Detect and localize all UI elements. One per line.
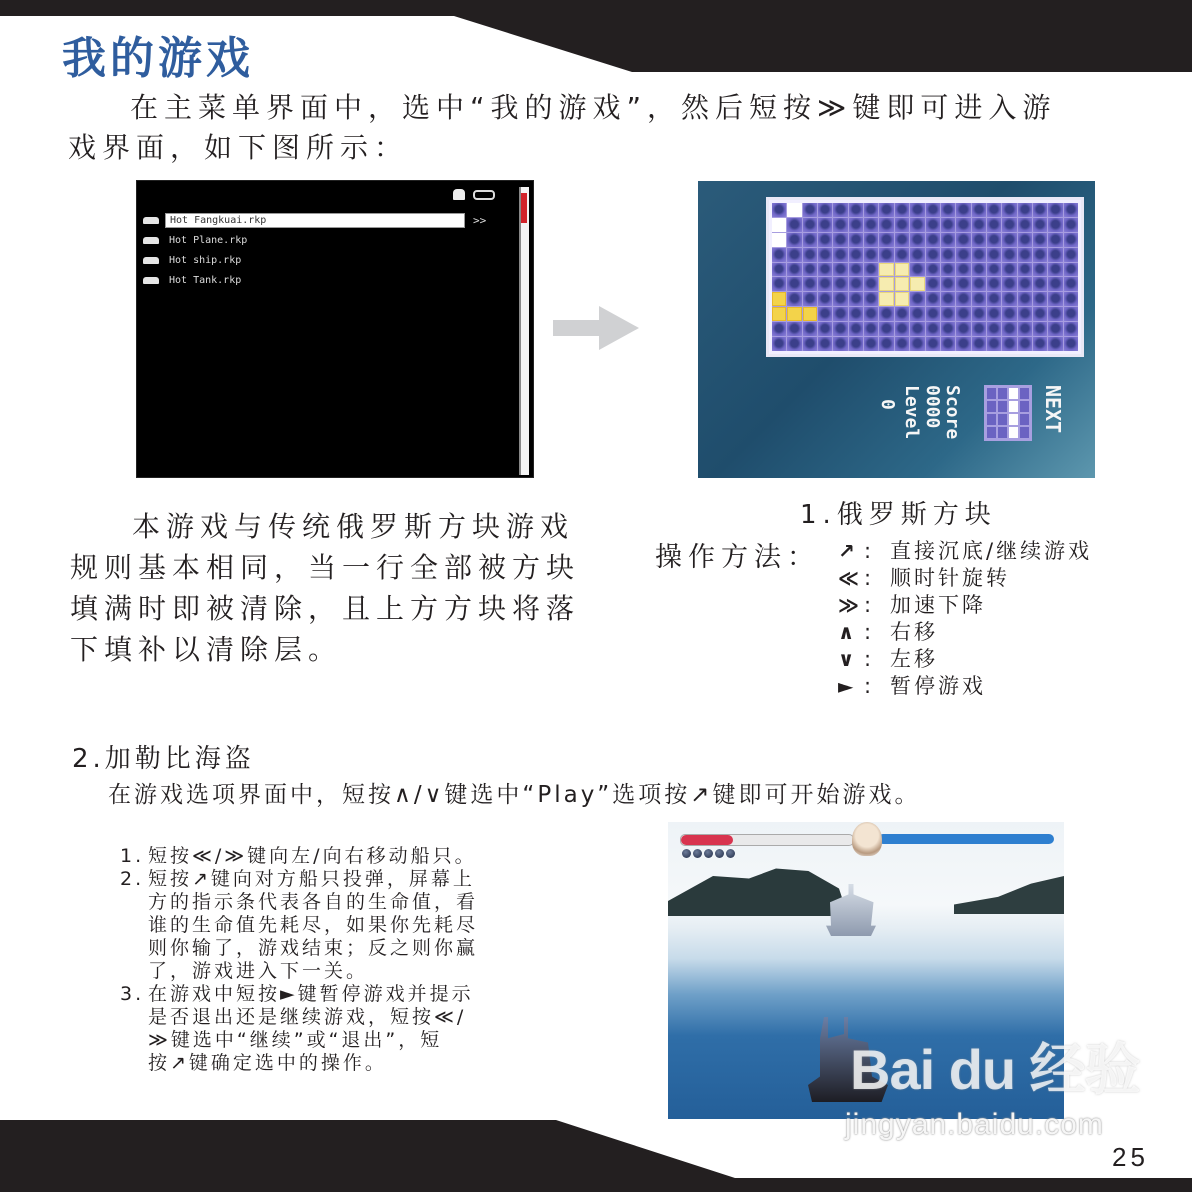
tetris-cell [956, 248, 970, 262]
tetris-cell [941, 307, 955, 321]
tetris-cell [803, 233, 817, 247]
desc-line: 下填补以清除层。 [70, 633, 343, 666]
tetris-cell [926, 277, 940, 291]
tetris-cell [1018, 307, 1032, 321]
step-item [120, 983, 560, 1075]
tetris-cell [849, 248, 863, 262]
cannonball-icon [693, 849, 702, 858]
control-item: ∨ : 左移 [838, 647, 938, 671]
control-action: 暂停游戏 [890, 674, 986, 698]
tetris-cell [941, 322, 955, 336]
tetris-cell [895, 277, 909, 291]
baidu-watermark: Bai du 经验 [850, 1038, 1140, 1101]
tetris-cell [1064, 337, 1078, 351]
tetris-cell [772, 203, 786, 217]
tetris-cell [1048, 233, 1062, 247]
cannonball-icon [726, 849, 735, 858]
enter-indicator: >> [473, 214, 487, 227]
controls-list [838, 538, 1092, 700]
tetris-screenshot [698, 181, 1095, 478]
tetris-cell [1064, 233, 1078, 247]
tetris-cell [818, 233, 832, 247]
tetris-cell [879, 307, 893, 321]
control-item: ≪ : 顺时针旋转 [838, 566, 1010, 590]
tetris-cell [803, 203, 817, 217]
control-action: 加速下降 [890, 593, 986, 617]
control-item: ∧ : 右移 [838, 620, 938, 644]
tetris-cell [1048, 277, 1062, 291]
step-line: 谁的生命值先耗尽，如果你先耗尽 [148, 914, 479, 936]
tetris-cell [1018, 248, 1032, 262]
tetris-cell [787, 203, 801, 217]
gamepad-icon [143, 257, 159, 264]
watermark-url: jingyan.baidu.com [845, 1108, 1104, 1141]
step-line: 是否退出还是继续游戏，短按≪/ [148, 1006, 467, 1028]
tetris-cell [910, 292, 924, 306]
tetris-cell [849, 307, 863, 321]
tetris-cell [803, 263, 817, 277]
tetris-cell [956, 263, 970, 277]
tetris-cell [787, 233, 801, 247]
tetris-cell [926, 233, 940, 247]
tetris-cell [879, 218, 893, 232]
tetris-cell [1018, 277, 1032, 291]
caret-down-icon: ∨ [838, 647, 855, 671]
tetris-cell [787, 292, 801, 306]
page-number: 25 [1112, 1142, 1149, 1172]
control-item: ► : 暂停游戏 [838, 674, 986, 698]
tetris-cell [1048, 322, 1062, 336]
tetris-cell [1033, 248, 1047, 262]
next-piece-preview [984, 385, 1032, 441]
gamepad-icon [143, 277, 159, 284]
tetris-cell [941, 277, 955, 291]
tetris-cell [1018, 203, 1032, 217]
tetris-cell [1018, 218, 1032, 232]
tetris-cell [910, 307, 924, 321]
tetris-cell [972, 307, 986, 321]
tetris-cell [895, 337, 909, 351]
tetris-cell [972, 277, 986, 291]
step-number: 3. [120, 983, 145, 1005]
game-list-screenshot [136, 180, 534, 478]
tetris-cell [772, 263, 786, 277]
step-line: 在游戏中短按►键暂停游戏并提示 [148, 983, 474, 1005]
tetris-cell [1048, 292, 1062, 306]
desc-line: 本游戏与传统俄罗斯方块游戏 [132, 510, 575, 543]
tetris-cell [941, 263, 955, 277]
tetris-cell [1033, 277, 1047, 291]
tetris-cell [941, 218, 955, 232]
tetris-cell [956, 277, 970, 291]
tetris-cell [833, 203, 847, 217]
tetris-cell [910, 322, 924, 336]
tetris-cell [895, 292, 909, 306]
tetris-cell [987, 307, 1001, 321]
tetris-cell [1002, 203, 1016, 217]
tetris-cell [787, 248, 801, 262]
tetris-cell [910, 248, 924, 262]
tetris-cell [1048, 337, 1062, 351]
tetris-cell [818, 337, 832, 351]
tetris-cell [833, 292, 847, 306]
tetris-cell [772, 337, 786, 351]
enemy-health-bar [878, 834, 1054, 844]
tetris-cell [849, 233, 863, 247]
tetris-cell [772, 218, 786, 232]
right-arrow-icon [553, 306, 639, 350]
tetris-cell [895, 248, 909, 262]
tetris-cell [833, 337, 847, 351]
curved-arrow-icon: ↗ [838, 539, 855, 563]
tetris-cell [787, 218, 801, 232]
tetris-cell [1002, 322, 1016, 336]
tetris-cell [803, 337, 817, 351]
tetris-cell [1002, 248, 1016, 262]
tetris-cell [803, 307, 817, 321]
tetris-cell [803, 248, 817, 262]
tetris-cell [787, 277, 801, 291]
tetris-cell [1064, 203, 1078, 217]
tetris-cell [910, 233, 924, 247]
tetris-cell [803, 292, 817, 306]
tetris-cell [803, 322, 817, 336]
tetris-cell [1002, 307, 1016, 321]
game-list-item[interactable] [143, 251, 245, 270]
tetris-cell [910, 263, 924, 277]
cannonball-icon [682, 849, 691, 858]
desc-line: 规则基本相同，当一行全部被方块 [70, 551, 581, 584]
tetris-cell [895, 307, 909, 321]
tetris-cell [864, 263, 878, 277]
tetris-cell [1018, 337, 1032, 351]
tetris-cell [833, 248, 847, 262]
tetris-cell [926, 263, 940, 277]
tetris-cell [833, 307, 847, 321]
tetris-cell [895, 322, 909, 336]
desc-line: 填满时即被清除，且上方方块将落 [70, 592, 581, 625]
level-value: 0 [877, 399, 898, 410]
tetris-cell [849, 203, 863, 217]
tetris-cell [941, 337, 955, 351]
tetris-cell [910, 203, 924, 217]
tetris-cell [1002, 337, 1016, 351]
tetris-cell [833, 263, 847, 277]
tetris-cell [926, 218, 940, 232]
tetris-cell [772, 277, 786, 291]
tetris-description [70, 506, 610, 670]
tetris-cell [941, 233, 955, 247]
tetris-cell [895, 263, 909, 277]
step-line: 按↗键确定选中的操作。 [148, 1052, 387, 1074]
tetris-cell [1002, 292, 1016, 306]
tetris-cell [864, 277, 878, 291]
tetris-cell [972, 218, 986, 232]
tetris-cell [895, 218, 909, 232]
step-number: 1. [120, 845, 145, 867]
tetris-cell [1002, 263, 1016, 277]
player-health-bar [680, 834, 854, 846]
game-item-label: Hot Fangkuai.rkp [165, 213, 465, 228]
tetris-cell [803, 218, 817, 232]
tetris-cell [1064, 263, 1078, 277]
tetris-cell [864, 307, 878, 321]
tetris-cell [818, 277, 832, 291]
pirate-section-description: 在游戏选项界面中，短按∧/∨键选中“Play”选项按↗键即可开始游戏。 [108, 782, 921, 808]
game-item-label: Hot Tank.rkp [169, 275, 242, 286]
tetris-cell [849, 292, 863, 306]
tetris-cell [787, 322, 801, 336]
double-left-icon: ≪ [838, 566, 859, 590]
control-item: ↗ : 直接沉底/继续游戏 [838, 539, 1093, 563]
tetris-cell [833, 233, 847, 247]
tetris-cell [787, 263, 801, 277]
score-value: 0000 [922, 385, 943, 429]
game-list-item[interactable] [143, 271, 245, 290]
tetris-cell [956, 322, 970, 336]
lock-icon [453, 189, 465, 200]
tetris-cell [849, 322, 863, 336]
scrollbar-thumb[interactable] [521, 193, 527, 223]
tetris-cell [864, 233, 878, 247]
tetris-cell [1048, 203, 1062, 217]
tetris-cell [879, 233, 893, 247]
pirate-steps [120, 845, 560, 1075]
tetris-cell [926, 307, 940, 321]
tetris-cell [772, 322, 786, 336]
tetris-cell [987, 292, 1001, 306]
island-left [668, 866, 848, 916]
tetris-cell [864, 322, 878, 336]
intro-line-1: 在主菜单界面中，选中“我的游戏”，然后短按≫键即可进入游 [130, 91, 1057, 124]
double-right-icon: ≫ [838, 593, 859, 617]
tetris-cell [926, 322, 940, 336]
step-number: 2. [120, 868, 145, 890]
control-item: ≫ : 加速下降 [838, 593, 986, 617]
tetris-cell [956, 233, 970, 247]
tetris-cell [1018, 292, 1032, 306]
step-line: 方的指示条代表各自的生命值，看 [148, 891, 479, 913]
tetris-grid [772, 203, 1078, 351]
control-action: 直接沉底/继续游戏 [890, 539, 1093, 563]
tetris-cell [956, 337, 970, 351]
ammo-indicator [682, 849, 735, 858]
tetris-cell [987, 322, 1001, 336]
tetris-cell [987, 337, 1001, 351]
tetris-cell [1033, 218, 1047, 232]
tetris-cell [895, 233, 909, 247]
step-item [120, 845, 560, 868]
step-line: 则你输了，游戏结束；反之则你赢 [148, 937, 479, 959]
tetris-cell [772, 307, 786, 321]
tetris-cell [972, 292, 986, 306]
tetris-cell [787, 307, 801, 321]
tetris-cell [803, 277, 817, 291]
game-item-label: Hot Plane.rkp [169, 235, 248, 246]
intro-line-2: 戏界面，如下图所示： [68, 131, 409, 164]
tetris-cell [1048, 248, 1062, 262]
tetris-cell [956, 203, 970, 217]
tetris-cell [1048, 263, 1062, 277]
level-label: Level [901, 385, 922, 440]
tetris-cell [972, 263, 986, 277]
tetris-cell [879, 337, 893, 351]
tetris-cell [772, 248, 786, 262]
tetris-cell [1018, 233, 1032, 247]
control-action: 右移 [890, 620, 938, 644]
tetris-cell [879, 203, 893, 217]
tetris-cell [1033, 203, 1047, 217]
tetris-cell [987, 218, 1001, 232]
tetris-cell [818, 218, 832, 232]
tetris-cell [972, 248, 986, 262]
tetris-cell [972, 322, 986, 336]
tetris-cell [1033, 292, 1047, 306]
tetris-cell [987, 277, 1001, 291]
pirate-section-title: 2.加勒比海盗 [72, 744, 255, 774]
step-line: 短按↗键向对方船只投弹，屏幕上 [148, 868, 475, 890]
tetris-cell [864, 292, 878, 306]
gamepad-icon [143, 237, 159, 244]
tetris-cell [956, 292, 970, 306]
score-label: Score [942, 385, 963, 440]
tetris-cell [879, 322, 893, 336]
tetris-cell [879, 292, 893, 306]
tetris-cell [910, 218, 924, 232]
play-icon: ► [838, 674, 854, 698]
tetris-cell [1064, 322, 1078, 336]
tetris-cell [787, 337, 801, 351]
control-action: 顺时针旋转 [890, 566, 1010, 590]
control-action: 左移 [890, 647, 938, 671]
tetris-cell [849, 337, 863, 351]
tetris-cell [879, 277, 893, 291]
tetris-cell [987, 263, 1001, 277]
tetris-cell [864, 337, 878, 351]
tetris-cell [833, 277, 847, 291]
tetris-board [766, 197, 1084, 357]
cannonball-icon [704, 849, 713, 858]
tetris-cell [926, 337, 940, 351]
tetris-cell [864, 218, 878, 232]
skull-icon [852, 822, 882, 856]
tetris-cell [1018, 263, 1032, 277]
tetris-cell [910, 337, 924, 351]
tetris-cell [956, 307, 970, 321]
tetris-cell [1033, 263, 1047, 277]
tetris-cell [987, 248, 1001, 262]
battery-icon [473, 190, 495, 200]
tetris-cell [1064, 307, 1078, 321]
tetris-cell [772, 292, 786, 306]
tetris-cell [833, 322, 847, 336]
caret-up-icon: ∧ [838, 620, 855, 644]
tetris-cell [1064, 218, 1078, 232]
step-line: 短按≪/≫键向左/向右移动船只。 [148, 845, 477, 867]
game-list-item[interactable] [143, 231, 251, 250]
tetris-cell [849, 218, 863, 232]
tetris-cell [1048, 218, 1062, 232]
tetris-cell [818, 292, 832, 306]
tetris-section-title: 1.俄罗斯方块 [800, 500, 997, 530]
tetris-cell [864, 203, 878, 217]
player-health-fill [681, 835, 733, 845]
island-right [954, 876, 1064, 914]
status-bar [453, 189, 495, 200]
tetris-cell [926, 292, 940, 306]
step-item [120, 868, 560, 983]
tetris-cell [987, 203, 1001, 217]
tetris-cell [1033, 233, 1047, 247]
cannonball-icon [715, 849, 724, 858]
tetris-cell [1002, 233, 1016, 247]
step-line: ≫键选中“继续”或“退出”，短 [148, 1029, 443, 1051]
scrollbar[interactable] [519, 187, 529, 475]
tetris-cell [818, 248, 832, 262]
tetris-cell [1064, 292, 1078, 306]
tetris-cell [972, 233, 986, 247]
tetris-cell [1002, 277, 1016, 291]
next-label: NEXT [1041, 385, 1065, 434]
tetris-cell [1064, 277, 1078, 291]
tetris-cell [818, 322, 832, 336]
game-list-item[interactable] [143, 211, 486, 230]
tetris-cell [1033, 307, 1047, 321]
tetris-cell [987, 233, 1001, 247]
tetris-cell [1018, 322, 1032, 336]
tetris-cell [972, 203, 986, 217]
tetris-cell [926, 203, 940, 217]
gamepad-icon [143, 217, 159, 224]
intro-text [68, 88, 1138, 168]
tetris-cell [941, 292, 955, 306]
tetris-cell [833, 218, 847, 232]
tetris-cell [1033, 337, 1047, 351]
tetris-cell [772, 233, 786, 247]
tetris-cell [879, 248, 893, 262]
tetris-cell [818, 307, 832, 321]
tetris-cell [956, 218, 970, 232]
tetris-cell [818, 203, 832, 217]
tetris-cell [864, 248, 878, 262]
page-title: 我的游戏 [62, 33, 254, 84]
tetris-cell [879, 263, 893, 277]
tetris-cell [1048, 307, 1062, 321]
tetris-cell [926, 248, 940, 262]
tetris-cell [849, 277, 863, 291]
game-item-label: Hot ship.rkp [169, 255, 242, 266]
tetris-cell [1002, 218, 1016, 232]
tetris-cell [849, 263, 863, 277]
controls-label: 操作方法： [655, 542, 820, 573]
tetris-cell [941, 203, 955, 217]
tetris-cell [895, 203, 909, 217]
tetris-cell [1033, 322, 1047, 336]
step-line: 了，游戏进入下一关。 [148, 960, 369, 982]
tetris-cell [972, 337, 986, 351]
tetris-cell [818, 263, 832, 277]
tetris-cell [941, 248, 955, 262]
tetris-cell [1064, 248, 1078, 262]
tetris-cell [910, 277, 924, 291]
